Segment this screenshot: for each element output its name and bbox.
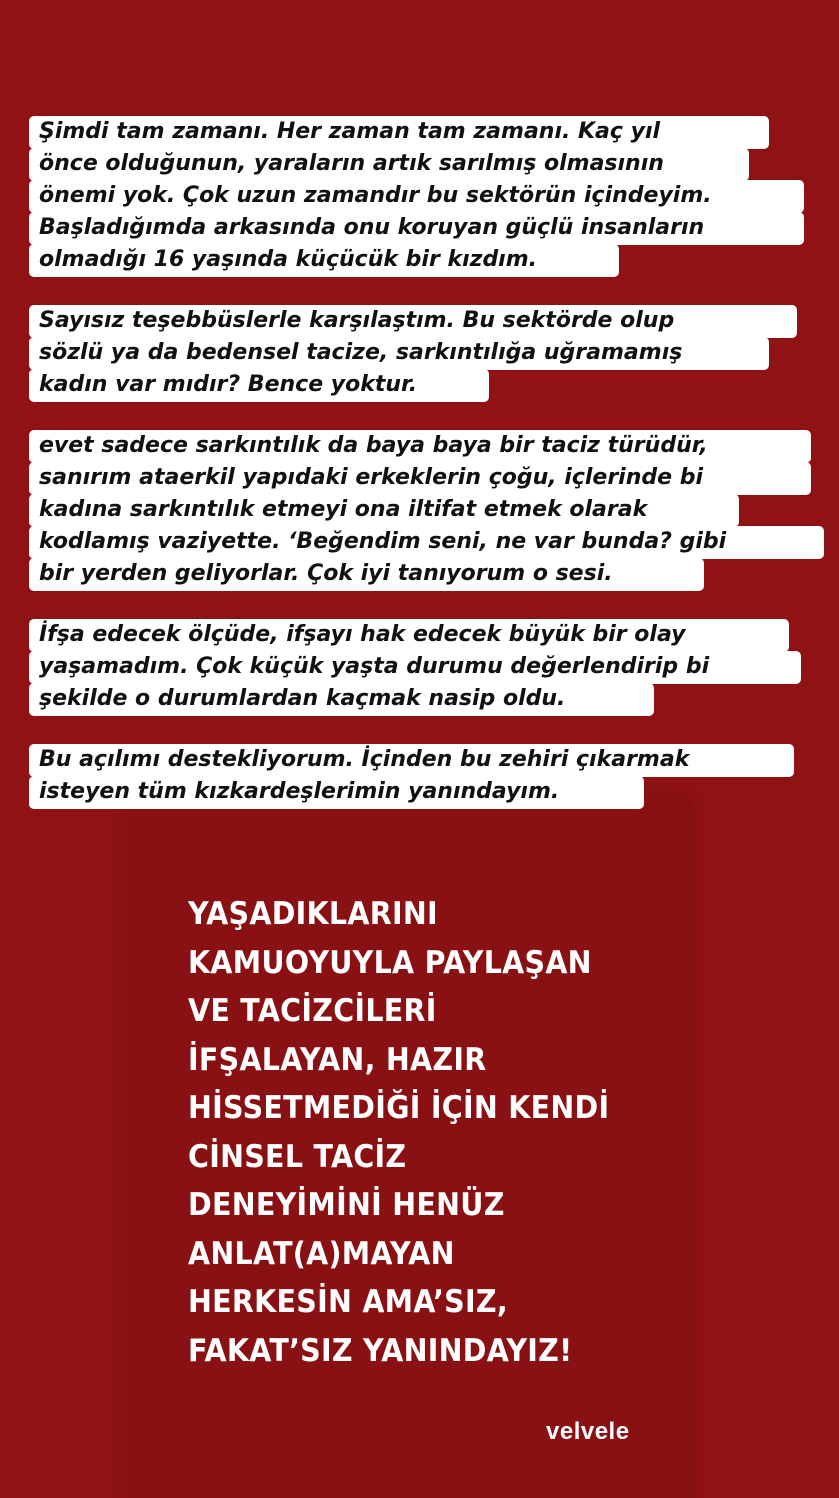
story-text-line: sanırım ataerkil yapıdaki erkeklerin çoğu, içlerinde bi (29, 462, 811, 495)
story-text-line: Şimdi tam zamanı. Her zaman tam zamanı. Kaç yıl (29, 116, 769, 149)
shared-post-line: DENEYİMİNİ HENÜZ (188, 1187, 505, 1223)
shared-post-line: HİSSETMEDİĞİ İÇİN KENDİ (188, 1090, 610, 1126)
shared-post-line: YAŞADIKLARINI (188, 896, 438, 932)
shared-post-line: VE TACİZCİLERİ (188, 993, 437, 1029)
shared-post-text (188, 890, 620, 1375)
shared-post-line: HERKESİN AMA’SIZ, (188, 1284, 508, 1320)
story-text-line: Sayısız teşebbüslerle karşılaştım. Bu sektörde olup (29, 305, 797, 338)
story-text-line: şekilde o durumlardan kaçmak nasip oldu. (29, 683, 654, 716)
story-text-line: isteyen tüm kızkardeşlerimin yanındayım. (29, 776, 644, 809)
shared-post-line: İFŞALAYAN, HAZIR (188, 1041, 487, 1078)
story-text-line: önemi yok. Çok uzun zamandır bu sektörün içindeyim. (29, 180, 804, 213)
story-text-line: Bu açılımı destekliyorum. İçinden bu zehiri çıkarmak (29, 744, 794, 777)
post-signature: velvele (546, 1418, 630, 1445)
story-text-line: sözlü ya da bedensel tacize, sarkıntılığa uğramamış (29, 337, 769, 370)
story-text-line: olmadığı 16 yaşında küçücük bir kızdım. (29, 244, 619, 277)
story-text-line: kadın var mıdır? Bence yoktur. (29, 369, 489, 402)
story-text-line: önce olduğunun, yaraların artık sarılmış olmasının (29, 148, 749, 181)
story-text-line: Başladığımda arkasında onu koruyan güçlü insanların (29, 212, 804, 245)
story-text-line: İfşa edecek ölçüde, ifşayı hak edecek büyük bir olay (29, 619, 789, 652)
story-text-line: kodlamış vaziyette. ‘Beğendim seni, ne var bunda? gibi (29, 526, 824, 559)
shared-post-line: FAKAT’SIZ YANINDAYIZ! (188, 1332, 573, 1369)
story-text-line: kadına sarkıntılık etmeyi ona iltifat etmek olarak (29, 494, 739, 527)
shared-post-line: ANLAT(A)MAYAN (188, 1235, 455, 1272)
story-text-line: yaşamadım. Çok küçük yaşta durumu değerlendirip bi (29, 651, 801, 684)
shared-post-line: CİNSEL TACİZ (188, 1138, 407, 1175)
story-text-line: evet sadece sarkıntılık da baya baya bir taciz türüdür, (29, 430, 811, 463)
shared-post-line: KAMUOYUYLA PAYLAŞAN (188, 944, 592, 981)
story-text-line: bir yerden geliyorlar. Çok iyi tanıyorum o sesi. (29, 558, 704, 591)
